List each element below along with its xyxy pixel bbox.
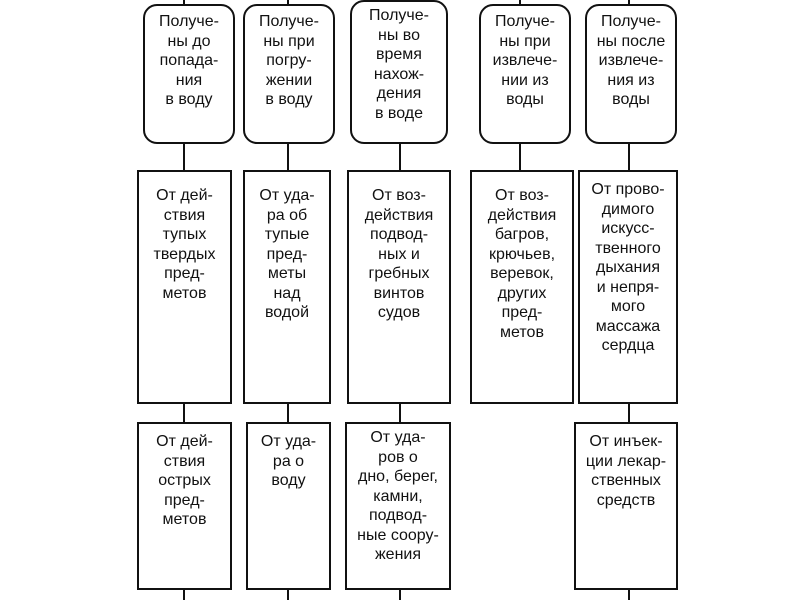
connector-mid-col-1 xyxy=(183,142,185,172)
connector-low-col-2 xyxy=(287,402,289,424)
cell-sharp-objects: От дей- ствия острых пред- метов xyxy=(137,422,232,590)
connector-mid-col-3 xyxy=(399,142,401,172)
cell-bottom-shore-rocks: От уда- ров о дно, берег, камни, подвод- ные соору- жения xyxy=(345,422,451,590)
header-col-1: Получе- ны до попада- ния в воду xyxy=(143,4,235,144)
connector-low-col-5 xyxy=(628,402,630,424)
cell-artificial-respiration: От прово- димого искусс- твенного дыхания и непря- мого массажа сердца xyxy=(578,170,678,404)
header-col-2: Получе- ны при погру- жении в воду xyxy=(243,4,335,144)
header-col-4: Получе- ны при извлече- нии из воды xyxy=(479,4,571,144)
connector-mid-col-5 xyxy=(628,142,630,172)
header-col-3: Получе- ны во время нахож- дения в воде xyxy=(350,0,448,144)
cell-propellers: От воз- действия подвод- ных и гребных винтов судов xyxy=(347,170,451,404)
connector-low-col-3 xyxy=(399,402,401,424)
cell-hooks-ropes: От воз- действия багров, крючьев, веревок, других пред- метов xyxy=(470,170,574,404)
connector-low-col-1 xyxy=(183,402,185,424)
cell-blunt-solid-objects: От дей- ствия тупых твердых пред- метов xyxy=(137,170,232,404)
connector-mid-col-4 xyxy=(519,142,521,172)
cell-impact-above-water: От уда- ра об тупые пред- меты над водой xyxy=(243,170,331,404)
connector-mid-col-2 xyxy=(287,142,289,172)
cell-impact-water: От уда- ра о воду xyxy=(246,422,331,590)
cell-drug-injection: От инъек- ции лекар- ственных средств xyxy=(574,422,678,590)
header-col-5: Получе- ны после извлече- ния из воды xyxy=(585,4,677,144)
